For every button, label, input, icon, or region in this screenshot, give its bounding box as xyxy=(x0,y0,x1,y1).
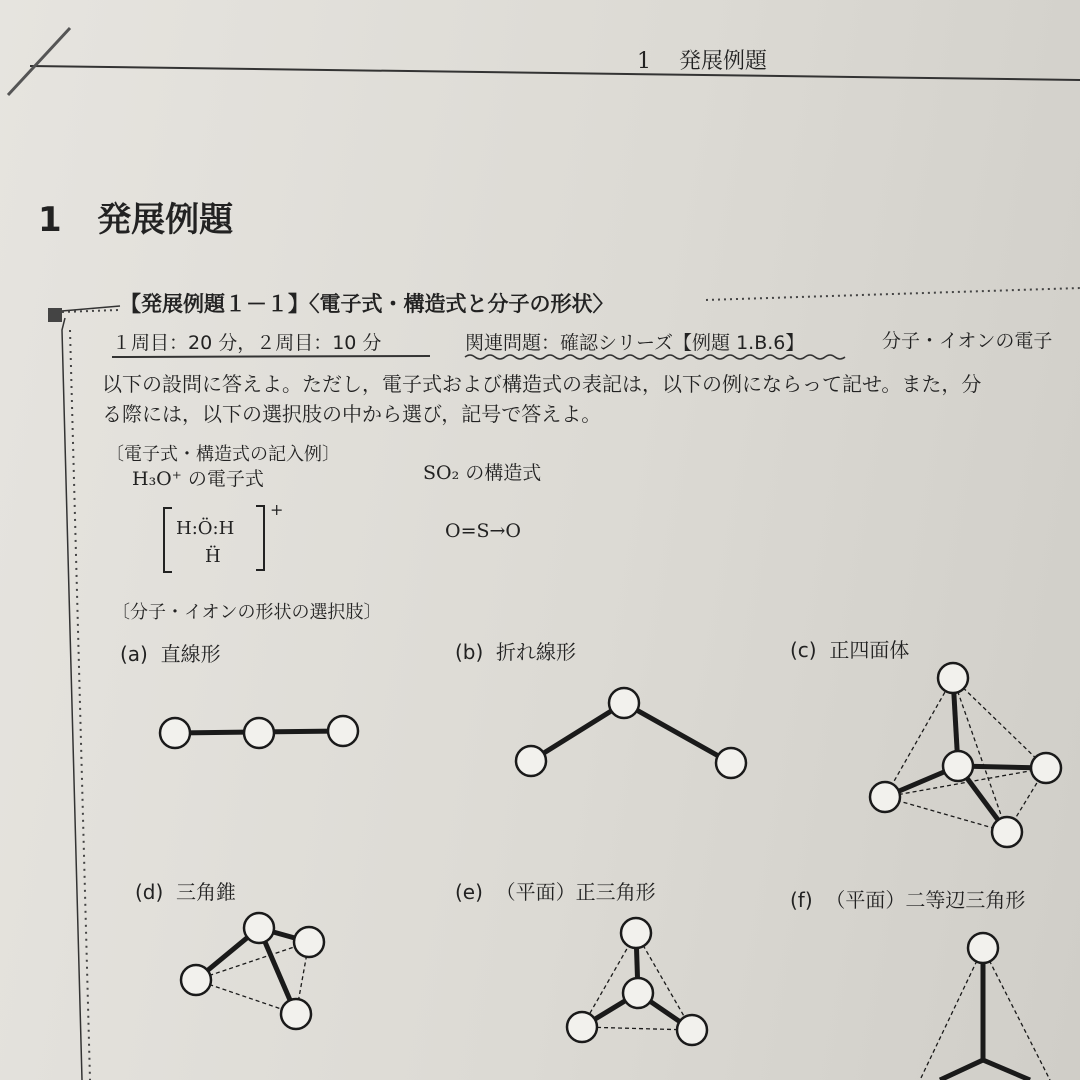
related-problems: 関連問題：確認シリーズ【例題 1.B.6】 xyxy=(465,332,805,354)
shape-linear-diagram xyxy=(160,716,358,748)
lewis-charge: + xyxy=(270,500,284,519)
choice-name: 正四面体 xyxy=(829,638,910,662)
box-corner-marker xyxy=(48,308,62,322)
choices-heading: 〔分子・イオンの形状の選択肢〕 xyxy=(112,602,382,623)
running-header-title: 発展例題 xyxy=(678,49,767,74)
choice-label: (c) xyxy=(790,638,817,662)
section-number: 1 xyxy=(38,200,62,240)
pencil-mark xyxy=(8,28,70,95)
lewis-row-1: H:Ö:H xyxy=(176,518,235,539)
choice-a xyxy=(120,638,221,667)
shape-trigonal-pyramid-diagram xyxy=(181,913,324,1029)
choice-c xyxy=(790,634,909,663)
running-header-number: 1 xyxy=(637,49,651,74)
choice-label: (f) xyxy=(790,888,813,912)
structural-formula: O=S→O xyxy=(445,520,522,542)
lewis-bracket-left xyxy=(164,508,172,572)
running-header xyxy=(637,44,767,75)
lewis-row-2: Ḧ xyxy=(205,546,221,567)
time-underline xyxy=(112,356,430,357)
shape-bent-diagram xyxy=(516,688,746,778)
choice-name: 三角錐 xyxy=(176,880,237,904)
example-heading: 〔電子式・構造式の記入例〕 xyxy=(106,444,340,465)
related-wavy-underline xyxy=(465,355,845,359)
related-tail: 分子・イオンの電子 xyxy=(882,330,1053,352)
section-heading xyxy=(38,192,233,241)
choice-d xyxy=(135,876,236,905)
choice-b xyxy=(455,636,576,665)
instruction-line-2: る際には，以下の選択肢の中から選び，記号で答えよ。 xyxy=(102,402,602,426)
example-left-label: H₃O⁺ の電子式 xyxy=(132,468,264,490)
shape-trigonal-planar-diagram xyxy=(567,918,707,1045)
example-right-label: SO₂ の構造式 xyxy=(423,462,542,484)
choice-label: (e) xyxy=(455,880,483,904)
choice-label: (b) xyxy=(455,640,484,664)
choice-name: （平面）正三角形 xyxy=(495,880,656,904)
choice-label: (a) xyxy=(120,642,148,666)
choice-f xyxy=(790,884,1025,913)
choice-name: 折れ線形 xyxy=(496,640,577,664)
lewis-bracket-right xyxy=(256,506,264,570)
section-title: 発展例題 xyxy=(97,200,234,240)
choice-name: 直線形 xyxy=(160,642,221,666)
problem-title: 【発展例題１－１】〈電子式・構造式と分子の形状〉 xyxy=(120,292,614,316)
choice-e xyxy=(455,876,656,905)
choice-label: (d) xyxy=(135,880,164,904)
choice-name: （平面）二等辺三角形 xyxy=(825,888,1026,912)
header-rule xyxy=(30,66,1080,80)
time-guide: １周目：20 分，２周目：10 分 xyxy=(112,332,382,354)
shape-tetrahedral-diagram xyxy=(870,663,1061,847)
instruction-line-1: 以下の設問に答えよ。ただし，電子式および構造式の表記は，以下の例にならって記せ。また，分 xyxy=(102,372,982,396)
shape-isosceles-planar-diagram xyxy=(920,933,1050,1080)
